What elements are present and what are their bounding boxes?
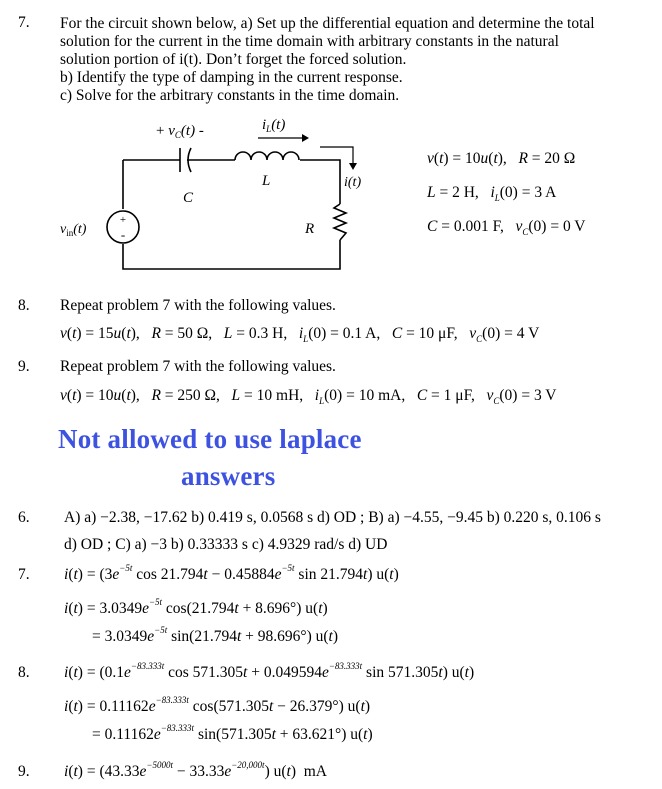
l-label: L: [262, 173, 271, 189]
answer-7-eq-2: $i(t) = 3.0349e^{-5t}$ cos(21.794t + 8.696°) u(t): [64, 597, 328, 617]
answer-number-9: 9.: [18, 763, 30, 780]
resistor-zigzag: [334, 204, 346, 240]
rlc-circuit-diagram: [50, 112, 370, 277]
inductor-coil: [235, 152, 299, 160]
source-plus: +: [119, 214, 127, 226]
problem-number-7: 7.: [18, 14, 30, 31]
wire-bottom: [123, 240, 340, 269]
problem-number-9: 9.: [18, 358, 30, 375]
problem-number-8: 8.: [18, 297, 30, 314]
problem-8-text: Repeat problem 7 with the following values.: [60, 297, 336, 314]
answer-9-eq-1: $i(t) = (43.33e^{-5000t} - 33.33e^{-20,000t})$ u(t) mA: [64, 760, 327, 780]
circuit-value-2: L = 2 H, $i_L(0) = 3$ A: [427, 184, 557, 204]
answer-6-line-1: A) a) −2.38, −17.62 b) 0.419 s, 0.0568 s d) OD ; B) a) −4.55, −9.45 b) 0.220 s, 0.106 s: [64, 509, 601, 526]
it-label: i(t): [344, 175, 362, 190]
problem-7-line-5: c) Solve for the arbitrary constants in the time domain.: [60, 87, 400, 104]
answer-number-8: 8.: [18, 664, 30, 681]
source-minus: -: [120, 227, 126, 242]
problem-7-line-1: For the circuit shown below, a) Set up the differential equation and determine the total: [60, 15, 595, 32]
answer-8-eq-1: $i(t) = (0.1e^{-83.333t}$ $\cos 571.305t + 0.049594e^{-83.333t}$ sin 571.305t) u(t): [64, 661, 475, 681]
problem-7-line-3: solution portion of i(t). Don’t forget the forced solution.: [60, 51, 407, 68]
answer-8-eq-2: $i(t) = 0.11162e^{-83.333t}$ cos(571.305t − 26.379°) u(t): [64, 695, 371, 715]
vc-label: + $v_C(t)$ -: [156, 123, 204, 140]
circuit-value-3: C = 0.001 F, $v_C(0) = 0$ V: [427, 218, 586, 238]
answer-7-eq-1: $i(t) = (3e^{-5t}$ $\cos 21.794t - 0.45884e^{-5t}$ sin 21.794t) u(t): [64, 563, 399, 583]
problem-9-text: Repeat problem 7 with the following values.: [60, 358, 336, 375]
problem-7-line-2: solution for the current in the time domain with arbitrary constants in the natural: [60, 33, 559, 50]
note-line-1: Not allowed to use laplace: [58, 424, 362, 454]
il-label: $i_L(t)$: [262, 117, 286, 134]
r-label: R: [305, 221, 315, 237]
wire-top-right: [300, 160, 340, 204]
answer-number-6: 6.: [18, 509, 30, 526]
problem-8-values: v(t) = 15u(t), R = 50 Ω, L = 0.3 H, $i_L(0) = 0.1$ A, C = 10 μF, $v_C(0) = 4$ V: [60, 325, 540, 345]
circuit-value-1: v(t) = 10u(t), R = 20 Ω: [427, 150, 576, 167]
note-line-2: answers: [181, 461, 276, 491]
answer-8-eq-3: = $0.11162e^{-83.333t}$ sin(571.305t + 63.621°) u(t): [92, 723, 373, 743]
problem-7-line-4: b) Identify the type of damping in the current response.: [60, 69, 403, 86]
problem-9-values: v(t) = 10u(t), R = 250 Ω, L = 10 mH, $i_L(0) = 10$ mA, C = 1 μF, $v_C(0) = 3$ V: [60, 387, 557, 407]
c-label: C: [183, 190, 194, 206]
answer-6-line-2: d) OD ; C) a) −3 b) 0.33333 s c) 4.9329 rad/s d) UD: [64, 536, 388, 553]
answer-7-eq-3: = $3.0349e^{-5t}$ sin(21.794t + 98.696°) u(t): [92, 625, 339, 645]
answer-number-7: 7.: [18, 566, 30, 583]
vin-label: $v_{in}(t)$: [60, 222, 87, 238]
